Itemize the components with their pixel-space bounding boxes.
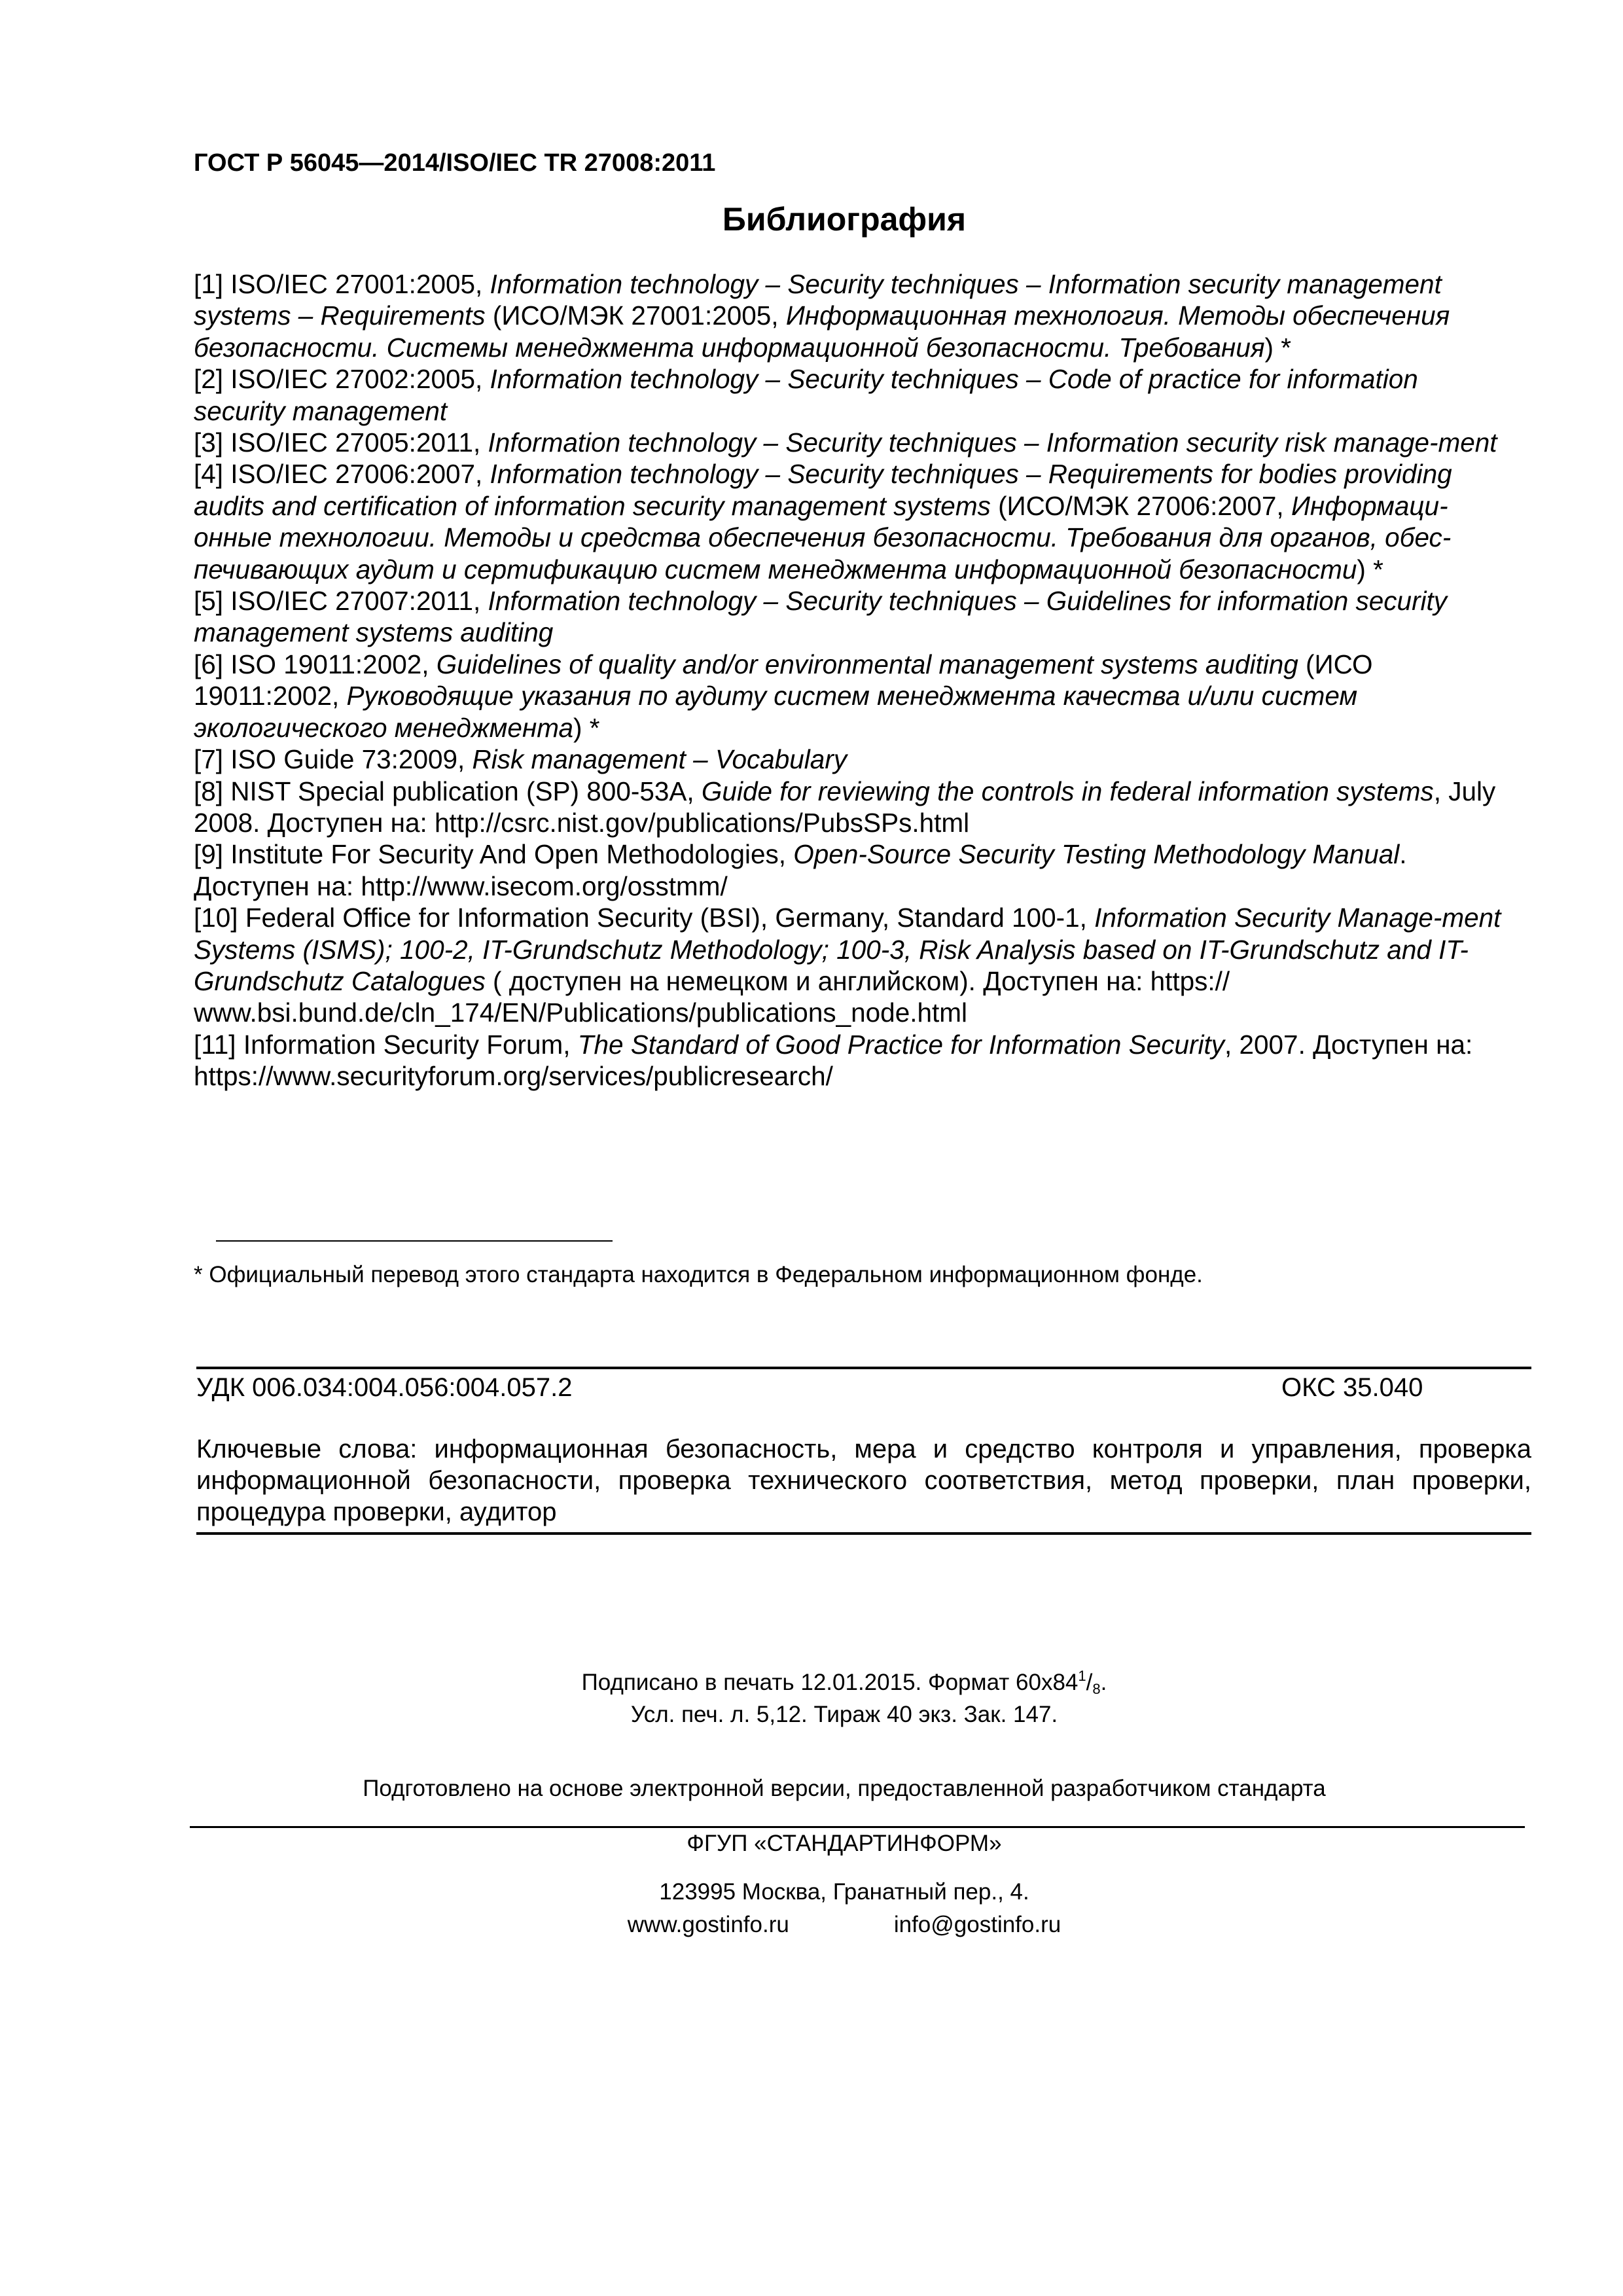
classification-top-rule [196,1367,1531,1369]
bibliography-entry: [10] Federal Office for Information Security (BSI), Germany, Standard 100-1, Information Security Manage-ment Systems (ISMS); 100-2, IT-Grundschutz Methodology; 100-3, Risk Analysis based on IT-Grundschutz and IT-Grundschutz Catalogues ( доступен на немецком и английском). Доступен на: https:// www.bsi.bund.de/cln_174/EN/Publications/publications_node.html [194,903,1501,1028]
bibliography-entry: [4] ISO/IEC 27006:2007, Information technology – Security techniques – Requirements for bodies providing audits and certification of information security management systems (ИСО/МЭК 27006:2007, Информаци-онные технологии. Методы и средства обеспечения безопасности. Требования для органов, обес-печивающих аудит и сертификацию систем менеджмента информационной безопасности) * [194,459,1452,584]
keywords: Ключевые слова: информационная безопасность, мера и средство контроля и управления, проверка информационной безопасности, проверка технического соответствия, метод проверки, план проверки, процедура проверки, аудитор [196,1435,1531,1526]
bibliography-entry: [3] ISO/IEC 27005:2011, Information technology – Security techniques – Information security risk manage-ment [194,427,1497,458]
bibliography-entry: [8] NIST Special publication (SP) 800-53A, Guide for reviewing the controls in federal information systems, July 2008. Доступен на: http://csrc.nist.gov/publications/PubsSPs.html [194,776,1496,838]
udc-code: УДК 006.034:004.056:004.057.2 [196,1373,573,1402]
publisher-rule [190,1826,1525,1828]
bibliography-entry: [5] ISO/IEC 27007:2011, Information technology – Security techniques – Guidelines for information security management systems auditing [194,586,1448,648]
footnote: * Официальный перевод этого стандарта находится в Федеральном информационном фонде. [194,1262,1203,1287]
bibliography-entry: [1] ISO/IEC 27001:2005, Information technology – Security techniques – Information security management systems – Requirements (ИСО/МЭК 27001:2005, Информационная технология. Методы обеспечения безопасности. Системы менеджмента информационной безопасности. Требования) * [194,269,1450,363]
publisher-address: 123995 Москва, Гранатный пер., 4. [659,1879,1029,1905]
document-header: ГОСТ Р 56045—2014/ISO/IEC TR 27008:2011 [194,149,716,177]
bibliography-entry: [7] ISO Guide 73:2009, Risk management – Vocabulary [194,744,847,775]
footnote-divider [216,1240,613,1242]
bibliography-entry: [6] ISO 19011:2002, Guidelines of quality and/or environmental management systems auditing (ИСО 19011:2002, Руководящие указания по аудиту систем менеджмента качества и/или систем экологического менеджмента) * [194,649,1373,743]
publisher-website-link[interactable]: www.gostinfo.ru [627,1912,789,1937]
publisher-email-link[interactable]: info@gostinfo.ru [893,1912,1061,1937]
oks-code: ОКС 35.040 [1281,1373,1423,1402]
publisher-name: ФГУП «СТАНДАРТИНФОРМ» [687,1831,1002,1856]
bibliography-list [194,268,1509,1092]
bibliography-entry: [2] ISO/IEC 27002:2005, Information technology – Security techniques – Code of practice for information security management [194,364,1418,426]
keywords-bottom-rule [196,1532,1531,1535]
bibliography-entry: [9] Institute For Security And Open Methodologies, Open-Source Security Testing Methodology Manual. Доступен на: http://www.isecom.org/osstmm/ [194,839,1407,901]
print-details: Усл. печ. л. 5,12. Тираж 40 экз. Зак. 147. [630,1702,1058,1727]
publisher-contacts [0,1912,1623,1938]
prepared-note: Подготовлено на основе электронной версии, предоставленной разработчиком стандарта [363,1776,1326,1801]
bibliography-entry: [11] Information Security Forum, The Standard of Good Practice for Information Security, 2007. Доступен на: https://www.securityforum.org/services/publicresearch/ [194,1029,1473,1092]
signed-for-print: Подписано в печать 12.01.2015. Формат $60х84^1/_8$. [581,1668,1107,1697]
bibliography-title: Библиография [722,201,967,238]
